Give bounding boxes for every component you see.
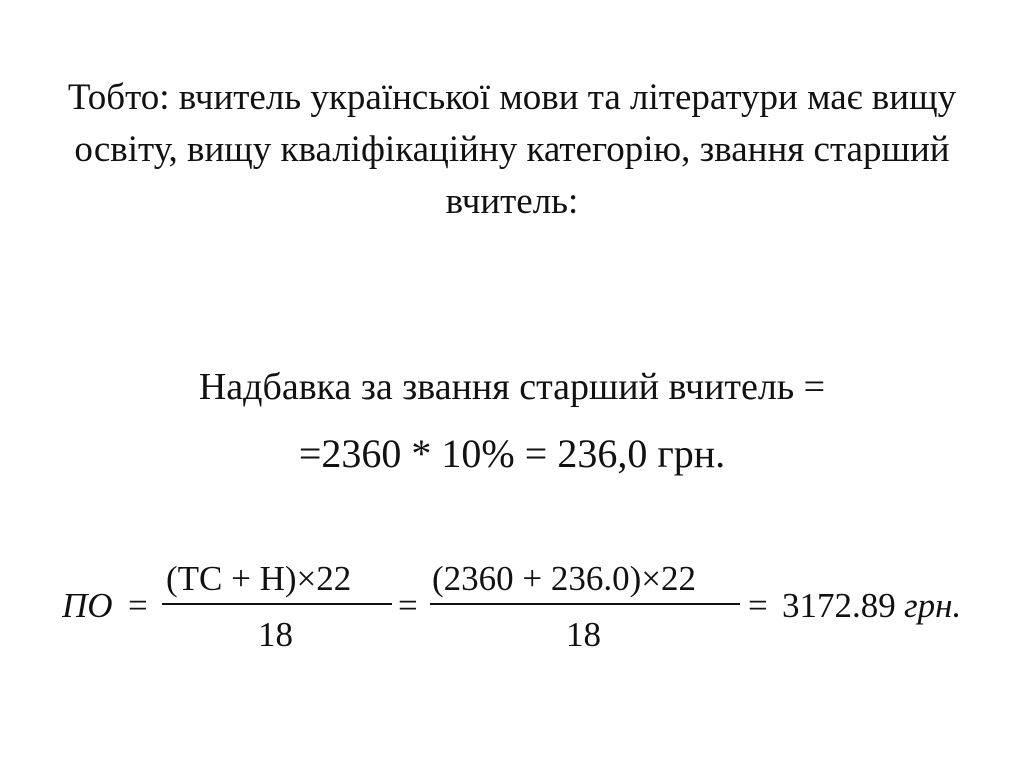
formula-equals-3: =: [748, 586, 768, 625]
fraction-2-denominator: 18: [566, 615, 601, 654]
formula-result-unit: грн.: [904, 586, 962, 625]
formula-equals-1: =: [128, 586, 148, 625]
fraction-2-numerator: (2360 + 236.0)×22: [432, 559, 697, 598]
formula-lhs: ПО: [62, 586, 113, 625]
intro-paragraph: Тобто: вчитель української мови та літератури має вищу освіту, вищу кваліфікаційну категорію, звання старший вчитель:: [67, 77, 957, 222]
formula-svg: [62, 540, 982, 670]
bonus-label: Надбавка за звання старший вчитель =: [198, 366, 826, 408]
formula-result-value: 3172.89: [782, 586, 896, 625]
formula-equals-2: =: [398, 586, 418, 625]
fraction-1-numerator: (ТС + Н)×22: [166, 559, 352, 598]
bonus-calculation: =2360 * 10% = 236,0 грн.: [298, 431, 726, 476]
fraction-1-denominator: 18: [258, 615, 293, 654]
salary-formula: [62, 540, 982, 670]
